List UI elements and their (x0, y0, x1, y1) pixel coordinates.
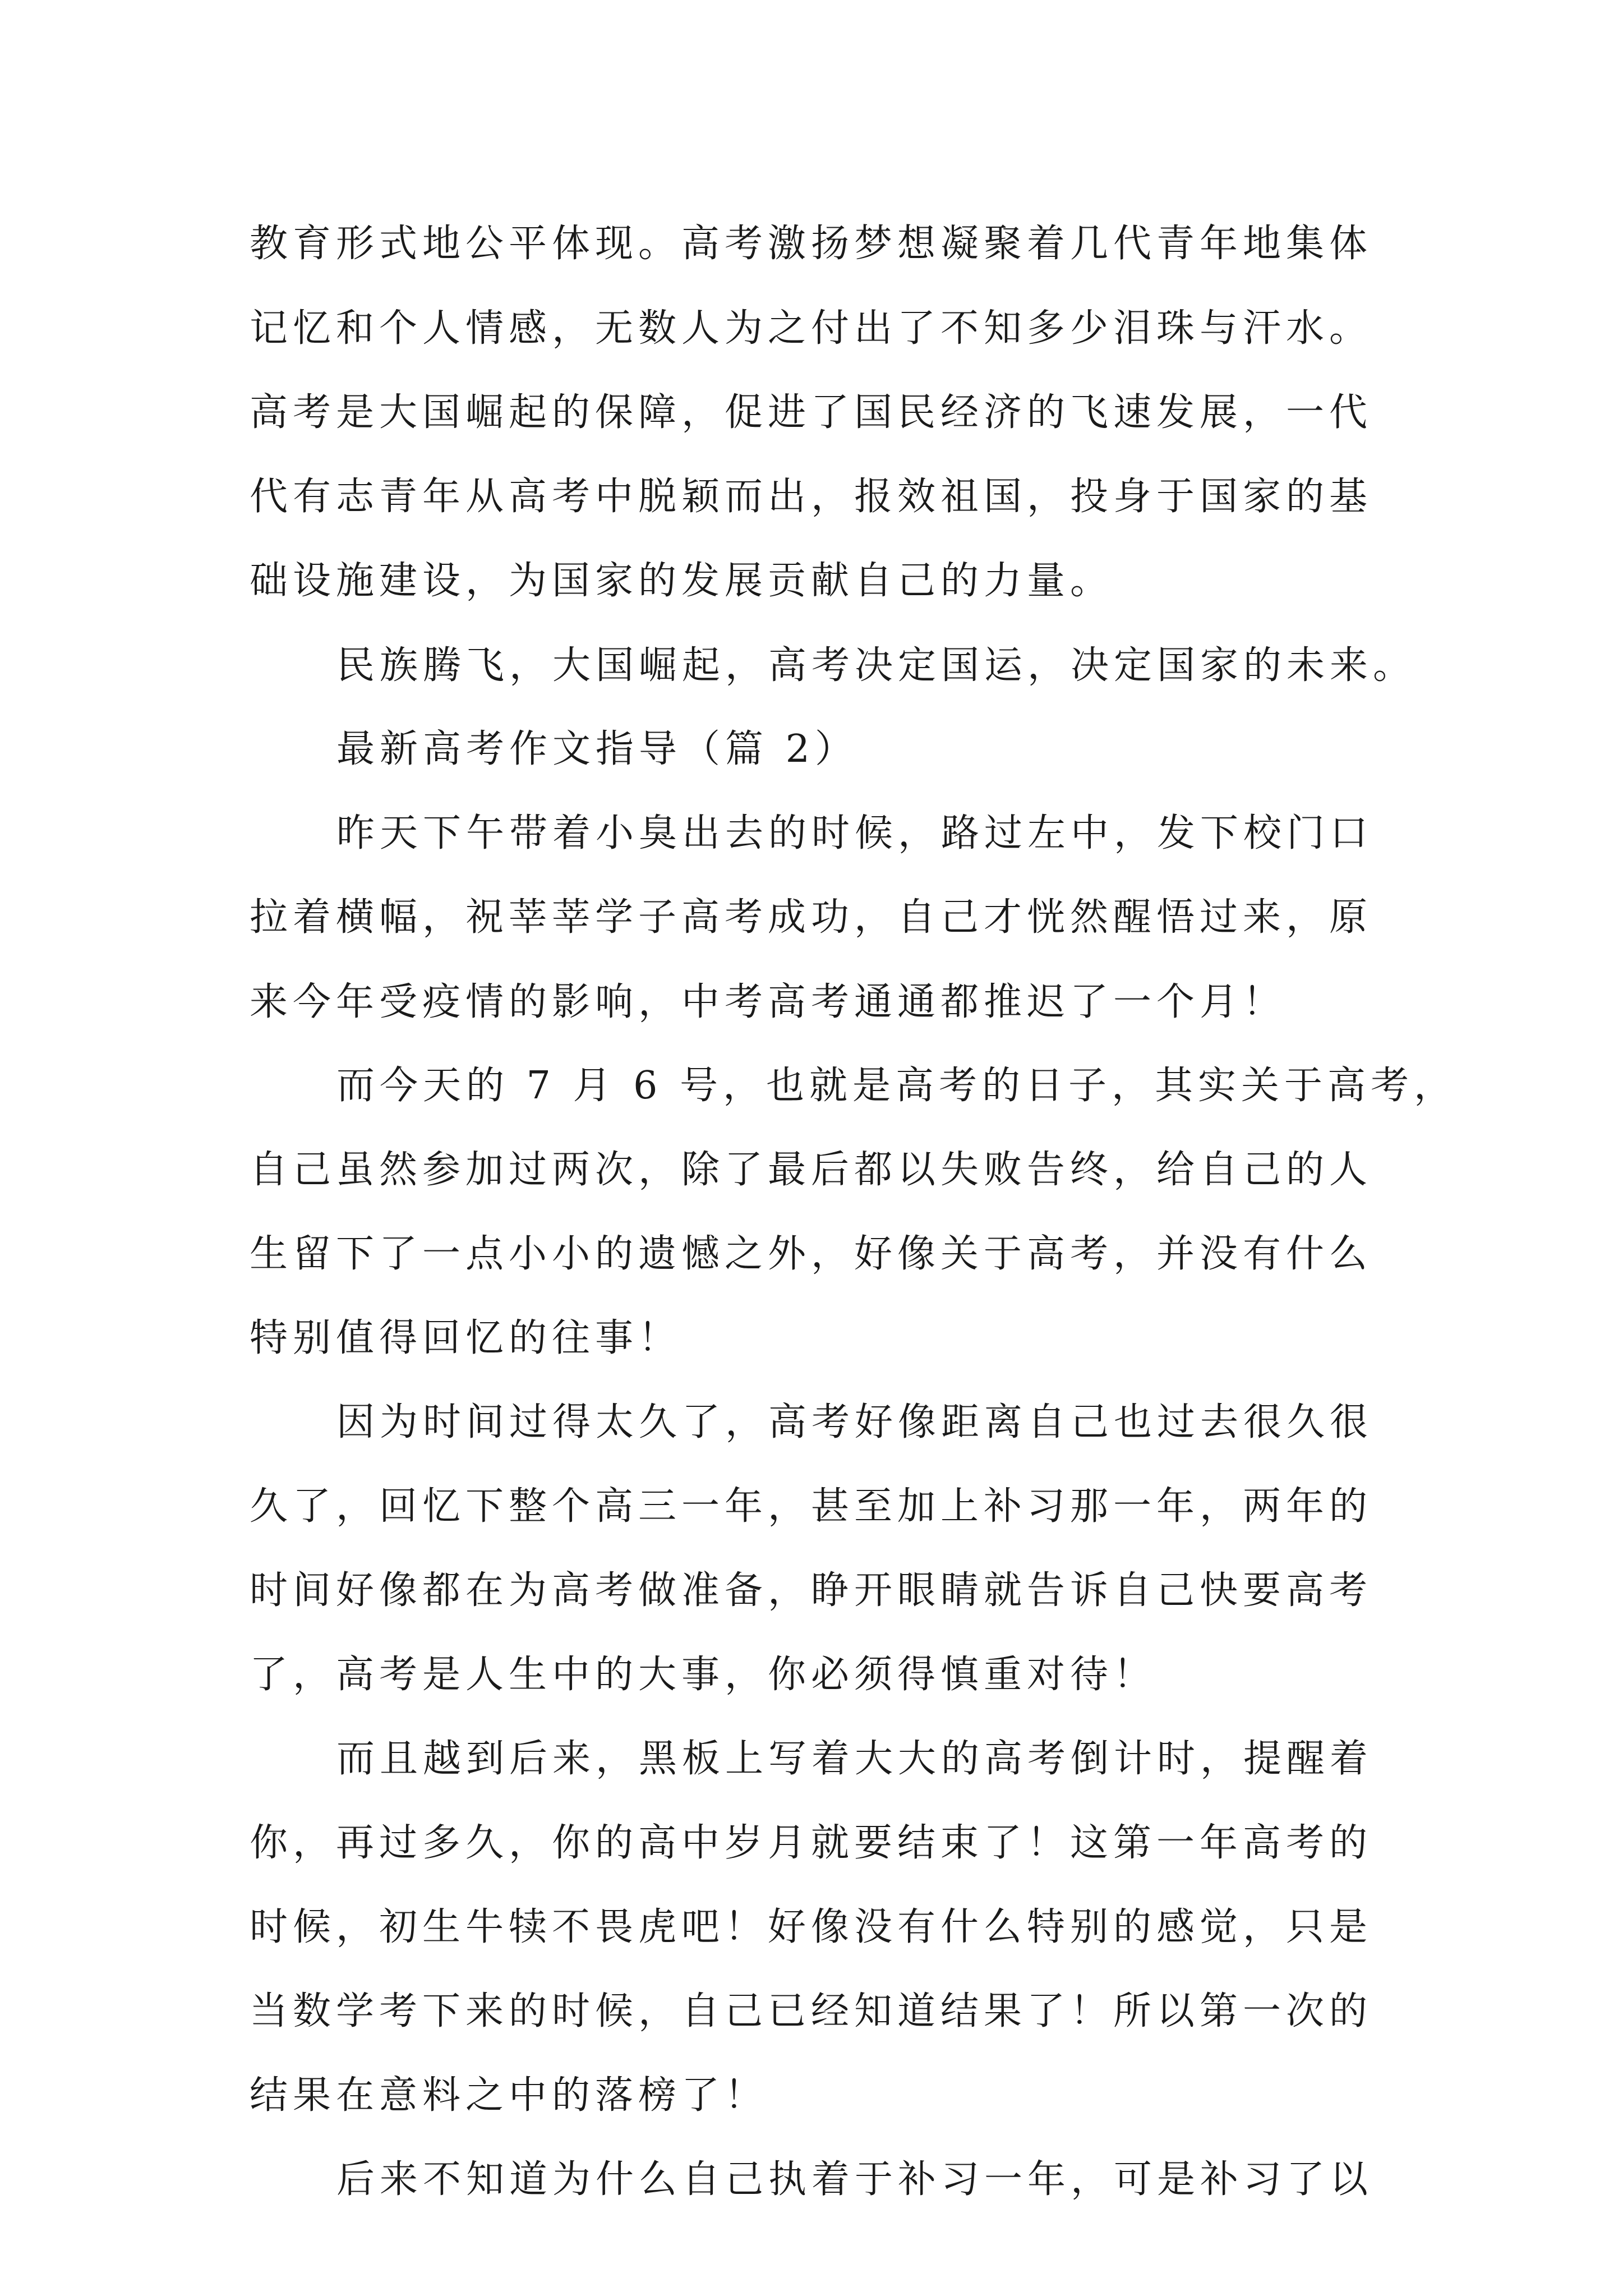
text-line: 特别值得回忆的往事！ (250, 1316, 682, 1360)
text-line: 久了，回忆下整个高三一年，甚至加上补习那一年，两年的 (250, 1484, 1373, 1529)
text-line: 因为时间过得太久了，高考好像距离自己也过去很久很 (336, 1400, 1373, 1444)
text-line: 后来不知道为什么自己执着于补习一年，可是补习了以 (336, 2157, 1373, 2202)
text-line: 高考是大国崛起的保障，促进了国民经济的飞速发展，一代 (250, 390, 1373, 435)
text-line: 时候，初生牛犊不畏虎吧！好像没有什么特别的感觉，只是 (250, 1905, 1373, 1949)
text-line: 生留下了一点小小的遗憾之外，好像关于高考，并没有什么 (250, 1232, 1373, 1276)
text-line: 时间好像都在为高考做准备，睁开眼睛就告诉自己快要高考 (250, 1568, 1373, 1613)
text-line: 代有志青年从高考中脱颖而出，报效祖国，投身于国家的基 (250, 475, 1373, 519)
text-line: 昨天下午带着小臭出去的时候，路过左中，发下校门口 (336, 811, 1373, 855)
text-line: 来今年受疫情的影响，中考高考通通都推迟了一个月！ (250, 980, 1287, 1024)
text-line: 记忆和个人情感，无数人为之付出了不知多少泪珠与汗水。 (250, 306, 1373, 351)
text-line: 拉着横幅，祝莘莘学子高考成功，自己才恍然醒悟过来，原 (250, 895, 1373, 940)
text-line: 自己虽然参加过两次，除了最后都以失败告终，给自己的人 (250, 1148, 1373, 1192)
text-line: 而今天的 7 月 6 号，也就是高考的日子，其实关于高考， (336, 1064, 1457, 1108)
text-line: 民族腾飞，大国崛起，高考决定国运，决定国家的未来。 (336, 643, 1417, 688)
text-line: 你，再过多久，你的高中岁月就要结束了！这第一年高考的 (250, 1821, 1373, 1865)
text-line: 础设施建设，为国家的发展贡献自己的力量。 (250, 559, 1114, 603)
text-line: 教育形式地公平体现。高考激扬梦想凝聚着几代青年地集体 (250, 222, 1373, 266)
text-line: 而且越到后来，黑板上写着大大的高考倒计时，提醒着 (336, 1737, 1373, 1781)
text-line: 当数学考下来的时候，自己已经知道结果了！所以第一次的 (250, 1989, 1373, 2033)
section-heading: 最新高考作文指导（篇 2） (336, 727, 858, 771)
text-line: 了，高考是人生中的大事，你必须得慎重对待！ (250, 1653, 1157, 1697)
text-line: 结果在意料之中的落榜了！ (250, 2073, 768, 2118)
